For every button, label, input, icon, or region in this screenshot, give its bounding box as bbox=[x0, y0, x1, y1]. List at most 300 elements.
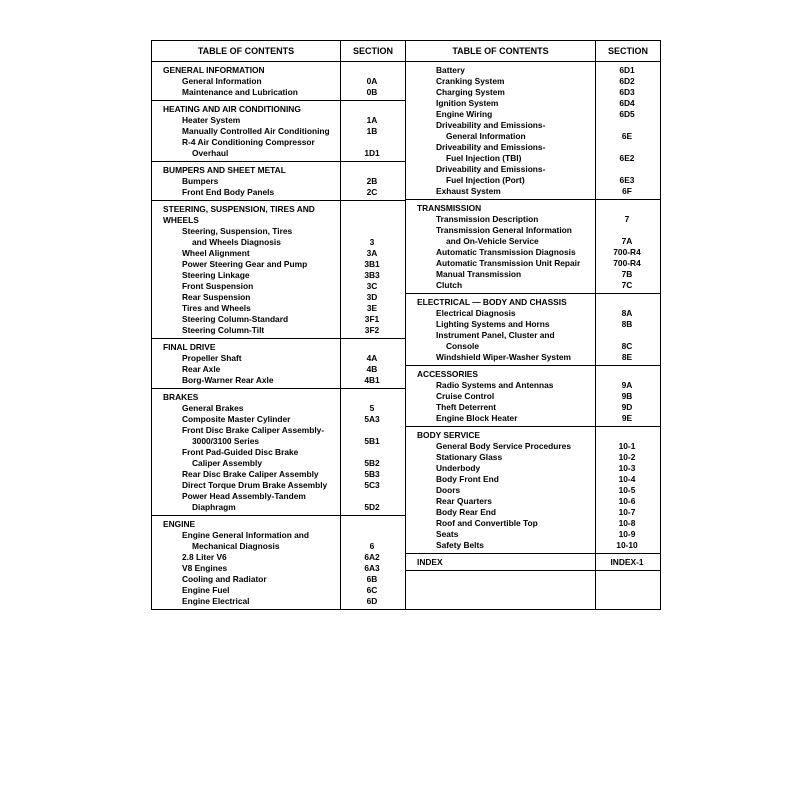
entry-section: 3B1 bbox=[364, 259, 380, 269]
group-title-text: INDEX bbox=[417, 557, 443, 567]
group-entries bbox=[406, 574, 659, 607]
entry-title-line: Steering Linkage bbox=[182, 270, 250, 280]
entry-title-line: Rear Suspension bbox=[182, 292, 251, 302]
entry-section: 6F bbox=[622, 186, 632, 196]
entry-section: 6A2 bbox=[364, 552, 380, 562]
toc-group bbox=[406, 366, 660, 427]
group-title-row bbox=[152, 165, 404, 176]
entry-title bbox=[152, 270, 340, 281]
toc-entry[interactable] bbox=[152, 447, 404, 469]
toc-heading: TABLE OF CONTENTS bbox=[197, 46, 295, 56]
entry-title-line: Borg-Warner Rear Axle bbox=[182, 375, 274, 385]
toc-group bbox=[152, 389, 405, 516]
entry-section: 9E bbox=[621, 413, 633, 423]
entry-title-line: Front Suspension bbox=[182, 281, 254, 291]
entry-title bbox=[152, 480, 340, 491]
entry-section: 7B bbox=[621, 269, 633, 279]
entry-title bbox=[406, 391, 595, 402]
entry-section: 5B3 bbox=[364, 469, 380, 479]
entry-title-line: Manual Transmission bbox=[436, 269, 522, 279]
group-entries bbox=[152, 519, 404, 607]
toc-entry[interactable] bbox=[406, 452, 659, 463]
toc-entry[interactable] bbox=[406, 164, 659, 186]
toc-entry[interactable] bbox=[152, 226, 404, 248]
entry-title-line: Engine Block Heater bbox=[436, 413, 518, 423]
toc-group bbox=[406, 294, 660, 366]
entry-section: 6D2 bbox=[619, 76, 635, 86]
toc-entry[interactable] bbox=[406, 65, 659, 76]
group-entries bbox=[152, 204, 404, 336]
toc-entry[interactable] bbox=[152, 126, 404, 137]
entry-title-line: Ignition System bbox=[436, 98, 499, 108]
entry-title-line: Front Pad-Guided Disc Brake bbox=[182, 447, 299, 457]
entry-title-line: Bumpers bbox=[182, 176, 219, 186]
group-title-text: ELECTRICAL — BODY AND CHASSIS bbox=[417, 297, 567, 307]
toc-entry[interactable] bbox=[406, 120, 659, 142]
entry-section: 8A bbox=[621, 308, 633, 318]
toc-entry[interactable] bbox=[406, 441, 659, 452]
entry-title bbox=[406, 258, 595, 269]
group-title-row bbox=[152, 392, 404, 403]
entry-title-line: Seats bbox=[436, 529, 459, 539]
entry-title bbox=[152, 248, 340, 259]
entry-section: 8E bbox=[621, 352, 633, 362]
entry-title-line: Engine Wiring bbox=[436, 109, 493, 119]
section-heading: SECTION bbox=[340, 41, 405, 61]
entry-title bbox=[152, 76, 340, 87]
entry-title-line: Manually Controlled Air Conditioning bbox=[182, 126, 330, 136]
entry-title bbox=[152, 574, 340, 585]
entry-section: 4B bbox=[366, 364, 378, 374]
entry-section: 7A bbox=[621, 236, 633, 246]
entry-section: 5B2 bbox=[364, 458, 380, 468]
toc-entry[interactable] bbox=[406, 352, 659, 363]
entry-title bbox=[152, 563, 340, 574]
entry-section: 1D1 bbox=[364, 148, 380, 158]
toc-entry[interactable] bbox=[152, 259, 404, 270]
entry-title-line: Mechanical Diagnosis bbox=[192, 541, 280, 551]
toc-group bbox=[406, 62, 660, 200]
toc-entry[interactable] bbox=[406, 76, 659, 87]
entry-section: 3E bbox=[366, 303, 378, 313]
toc-entry[interactable] bbox=[406, 308, 659, 319]
entry-title bbox=[406, 474, 595, 485]
toc-entry[interactable] bbox=[406, 142, 659, 164]
entry-section: 6C bbox=[366, 585, 378, 595]
entry-title bbox=[406, 186, 595, 197]
toc-entry[interactable] bbox=[152, 353, 404, 364]
entry-title-line: Heater System bbox=[182, 115, 241, 125]
entry-title bbox=[406, 463, 595, 474]
group-title bbox=[406, 203, 595, 214]
entry-title-line: Doors bbox=[436, 485, 461, 495]
entry-section: 6D1 bbox=[619, 65, 635, 75]
group-title bbox=[152, 104, 340, 115]
toc-entry[interactable] bbox=[406, 258, 659, 269]
entry-title bbox=[406, 441, 595, 452]
toc-entry[interactable] bbox=[152, 176, 404, 187]
group-entries bbox=[152, 65, 404, 98]
toc-entry[interactable] bbox=[152, 480, 404, 491]
group-title-row bbox=[406, 297, 659, 308]
group-title-row bbox=[152, 204, 404, 226]
entry-section: 2B bbox=[366, 176, 378, 186]
toc-entry[interactable] bbox=[406, 319, 659, 330]
entry-title-line: General Information bbox=[182, 76, 262, 86]
group-entries bbox=[152, 104, 404, 159]
entry-section: 8B bbox=[621, 319, 633, 329]
toc-page bbox=[151, 40, 661, 610]
entry-title-line: and Wheels Diagnosis bbox=[192, 237, 281, 247]
toc-entry[interactable] bbox=[406, 247, 659, 258]
entry-section: 9B bbox=[621, 391, 633, 401]
toc-entry[interactable] bbox=[406, 109, 659, 120]
entry-section: 6B bbox=[366, 574, 378, 584]
entry-title-line: Body Front End bbox=[436, 474, 499, 484]
entry-title-line: Fuel Injection (Port) bbox=[446, 175, 525, 185]
toc-left-column bbox=[152, 41, 406, 609]
entry-title-line: Transmission General Information bbox=[436, 225, 572, 235]
entry-title-line: Automatic Transmission Unit Repair bbox=[436, 258, 581, 268]
entry-title bbox=[406, 330, 595, 352]
group-title-row bbox=[406, 430, 659, 441]
entry-title bbox=[406, 109, 595, 120]
entry-title-line: Engine Electrical bbox=[182, 596, 250, 606]
group-entries bbox=[152, 165, 404, 198]
toc-entry[interactable] bbox=[406, 87, 659, 98]
toc-group bbox=[152, 339, 405, 389]
entry-title-line: General Information bbox=[446, 131, 526, 141]
entry-title-line: Cranking System bbox=[436, 76, 505, 86]
section-heading: SECTION bbox=[595, 41, 660, 61]
entry-section: 7 bbox=[624, 214, 630, 224]
toc-entry[interactable] bbox=[152, 403, 404, 414]
entry-title-line: and On-Vehicle Service bbox=[446, 236, 539, 246]
entry-title bbox=[152, 469, 340, 480]
toc-entry[interactable] bbox=[152, 292, 404, 303]
entry-title bbox=[152, 314, 340, 325]
toc-entry[interactable] bbox=[152, 414, 404, 425]
group-title bbox=[406, 369, 595, 380]
toc-entry[interactable] bbox=[406, 186, 659, 197]
entry-title bbox=[406, 402, 595, 413]
toc-entry[interactable] bbox=[406, 330, 659, 352]
entry-title-line: Steering, Suspension, Tires bbox=[182, 226, 293, 236]
entry-section: 10-1 bbox=[618, 441, 636, 451]
toc-entry[interactable] bbox=[152, 364, 404, 375]
toc-entry[interactable] bbox=[152, 585, 404, 596]
group-title-section: INDEX-1 bbox=[610, 557, 644, 567]
group-title-row bbox=[406, 369, 659, 380]
entry-section: 10-8 bbox=[618, 518, 636, 528]
entry-title bbox=[152, 552, 340, 563]
toc-entry[interactable] bbox=[406, 485, 659, 496]
group-title-text: BUMPERS AND SHEET METAL bbox=[163, 165, 286, 175]
entry-section: 3D bbox=[366, 292, 378, 302]
toc-entry[interactable] bbox=[152, 76, 404, 87]
toc-entry[interactable] bbox=[406, 507, 659, 518]
entry-title-line: Power Head Assembly-Tandem bbox=[182, 491, 306, 501]
right-column-header bbox=[406, 41, 660, 62]
entry-title-line: Front Disc Brake Caliper Assembly- bbox=[182, 425, 325, 435]
group-title-row bbox=[152, 65, 404, 76]
entry-section: 5D2 bbox=[364, 502, 380, 512]
group-title bbox=[152, 392, 340, 403]
entry-title-line: Engine Fuel bbox=[182, 585, 230, 595]
entry-title-line: Electrical Diagnosis bbox=[436, 308, 516, 318]
group-title-text: ACCESSORIES bbox=[417, 369, 478, 379]
entry-title bbox=[406, 225, 595, 247]
toc-entry[interactable] bbox=[152, 115, 404, 126]
group-entries bbox=[406, 430, 659, 551]
group-title bbox=[152, 342, 340, 353]
group-title-row bbox=[406, 557, 659, 568]
entry-title bbox=[152, 187, 340, 198]
entry-title bbox=[152, 375, 340, 386]
entry-section: 6 bbox=[369, 541, 375, 551]
entry-section: 10-4 bbox=[618, 474, 636, 484]
entry-title-line: General Brakes bbox=[182, 403, 244, 413]
entry-title bbox=[152, 115, 340, 126]
entry-title bbox=[152, 585, 340, 596]
entry-section: 8C bbox=[621, 341, 633, 351]
entry-title-line: Driveability and Emissions- bbox=[436, 120, 546, 130]
entry-title-line: Rear Axle bbox=[182, 364, 221, 374]
entry-title-line: Cruise Control bbox=[436, 391, 495, 401]
entry-title-line: Steering Column-Standard bbox=[182, 314, 289, 324]
entry-title bbox=[152, 292, 340, 303]
group-entries bbox=[152, 392, 404, 513]
entry-section: 9A bbox=[621, 380, 633, 390]
entry-title bbox=[152, 137, 340, 159]
entry-title bbox=[406, 352, 595, 363]
entry-title bbox=[406, 247, 595, 258]
entry-title bbox=[152, 176, 340, 187]
toc-entry[interactable] bbox=[152, 530, 404, 552]
entry-title-line: Exhaust System bbox=[436, 186, 501, 196]
entry-title-line: Underbody bbox=[436, 463, 481, 473]
entry-section: 6D4 bbox=[619, 98, 635, 108]
entry-title bbox=[406, 269, 595, 280]
entry-title-line: Composite Master Cylinder bbox=[182, 414, 291, 424]
toc-entry[interactable] bbox=[152, 469, 404, 480]
group-entries bbox=[152, 342, 404, 386]
entry-title bbox=[152, 425, 340, 447]
entry-title-line: Charging System bbox=[436, 87, 505, 97]
entry-section: 3B3 bbox=[364, 270, 380, 280]
toc-entry[interactable] bbox=[406, 474, 659, 485]
entry-section: 700-R4 bbox=[613, 247, 641, 257]
entry-section: 3C bbox=[366, 281, 378, 291]
group-title-row bbox=[406, 203, 659, 214]
group-title bbox=[406, 557, 595, 568]
right-groups bbox=[406, 62, 660, 609]
group-title-text: TRANSMISSION bbox=[417, 203, 482, 213]
entry-title-line: Rear Disc Brake Caliper Assembly bbox=[182, 469, 319, 479]
entry-section: 0A bbox=[366, 76, 378, 86]
toc-entry[interactable] bbox=[406, 529, 659, 540]
entry-title bbox=[406, 164, 595, 186]
entry-section: 6D3 bbox=[619, 87, 635, 97]
entry-section: 3 bbox=[369, 237, 375, 247]
entry-section: 2C bbox=[366, 187, 378, 197]
toc-group bbox=[406, 571, 660, 609]
entry-section: 10-5 bbox=[618, 485, 636, 495]
entry-title bbox=[152, 447, 340, 469]
entry-title bbox=[406, 413, 595, 424]
group-title-text: BRAKES bbox=[163, 392, 199, 402]
entry-title-line: Console bbox=[446, 341, 480, 351]
entry-section: 3F2 bbox=[364, 325, 380, 335]
entry-section: 6A3 bbox=[364, 563, 380, 573]
toc-entry[interactable] bbox=[152, 425, 404, 447]
entry-title bbox=[152, 596, 340, 607]
entry-title bbox=[406, 452, 595, 463]
group-entries bbox=[406, 65, 659, 197]
toc-entry[interactable] bbox=[152, 137, 404, 159]
toc-heading: TABLE OF CONTENTS bbox=[452, 46, 549, 56]
group-entries bbox=[406, 297, 659, 363]
toc-group bbox=[406, 427, 660, 554]
entry-section: 5 bbox=[369, 403, 375, 413]
toc-entry[interactable] bbox=[152, 491, 404, 513]
entry-title-line: Transmission Description bbox=[436, 214, 539, 224]
toc-entry[interactable] bbox=[406, 225, 659, 247]
toc-entry[interactable] bbox=[152, 270, 404, 281]
toc-entry[interactable] bbox=[406, 214, 659, 225]
toc-entry[interactable] bbox=[406, 98, 659, 109]
entry-title-line: Diaphragm bbox=[192, 502, 236, 512]
toc-group bbox=[152, 162, 405, 201]
entry-section: 1A bbox=[366, 115, 378, 125]
toc-entry[interactable] bbox=[152, 325, 404, 336]
entry-section: 6E bbox=[621, 131, 633, 141]
entry-section: 6E3 bbox=[619, 175, 635, 185]
entry-title bbox=[406, 87, 595, 98]
entry-title bbox=[406, 65, 595, 76]
entry-section: 6D5 bbox=[619, 109, 635, 119]
entry-title bbox=[152, 303, 340, 314]
toc-right-column bbox=[406, 41, 660, 609]
entry-title-line: Fuel Injection (TBI) bbox=[446, 153, 522, 163]
entry-section: 10-2 bbox=[618, 452, 636, 462]
toc-entry[interactable] bbox=[406, 496, 659, 507]
entry-title bbox=[152, 126, 340, 137]
entry-title bbox=[406, 120, 595, 142]
entry-section: 10-6 bbox=[618, 496, 636, 506]
group-title bbox=[152, 165, 340, 176]
group-entries bbox=[406, 369, 659, 424]
toc-entry[interactable] bbox=[152, 552, 404, 563]
group-title-text-line2: WHEELS bbox=[163, 215, 199, 225]
entry-section: 10-3 bbox=[618, 463, 636, 473]
entry-section: 9D bbox=[621, 402, 633, 412]
entry-title bbox=[152, 491, 340, 513]
entry-title bbox=[152, 325, 340, 336]
entry-title-line: Rear Quarters bbox=[436, 496, 492, 506]
toc-entry[interactable] bbox=[152, 187, 404, 198]
toc-entry[interactable] bbox=[152, 87, 404, 98]
group-title-text: ENGINE bbox=[163, 519, 196, 529]
entry-section: 6D bbox=[366, 596, 378, 606]
toc-entry[interactable] bbox=[152, 574, 404, 585]
entry-section: 6E2 bbox=[619, 153, 635, 163]
entry-title bbox=[406, 518, 595, 529]
entry-title bbox=[406, 319, 595, 330]
entry-title bbox=[152, 353, 340, 364]
entry-title bbox=[152, 87, 340, 98]
entry-section: 700-R4 bbox=[613, 258, 641, 268]
entry-title-line: Propeller Shaft bbox=[182, 353, 242, 363]
entry-title-line: Windshield Wiper-Washer System bbox=[436, 352, 571, 362]
entry-section: 10-7 bbox=[618, 507, 636, 517]
toc-entry[interactable] bbox=[406, 402, 659, 413]
group-title-row bbox=[152, 342, 404, 353]
toc-group bbox=[152, 201, 405, 339]
toc-entry[interactable] bbox=[152, 596, 404, 607]
entry-title-line: Instrument Panel, Cluster and bbox=[436, 330, 555, 340]
group-title-text: BODY SERVICE bbox=[417, 430, 480, 440]
entry-title bbox=[406, 507, 595, 518]
entry-section: 1B bbox=[366, 126, 378, 136]
entry-title-line: Clutch bbox=[436, 280, 463, 290]
toc-entry[interactable] bbox=[152, 248, 404, 259]
entry-title bbox=[406, 529, 595, 540]
entry-title-line: Overhaul bbox=[192, 148, 229, 158]
toc-entry[interactable] bbox=[152, 281, 404, 292]
entry-title-line: Caliper Assembly bbox=[192, 458, 262, 468]
entry-section: 4B1 bbox=[364, 375, 380, 385]
group-title-text: FINAL DRIVE bbox=[163, 342, 216, 352]
entry-title-line: 3000/3100 Series bbox=[192, 436, 260, 446]
toc-entry[interactable] bbox=[406, 280, 659, 291]
toc-entry[interactable] bbox=[406, 380, 659, 391]
toc-entry[interactable] bbox=[406, 391, 659, 402]
group-title-text: GENERAL INFORMATION bbox=[163, 65, 265, 75]
entry-title-line: Automatic Transmission Diagnosis bbox=[436, 247, 576, 257]
entry-section: 10-9 bbox=[618, 529, 636, 539]
entry-title bbox=[406, 496, 595, 507]
toc-entry[interactable] bbox=[406, 540, 659, 551]
toc-entry[interactable] bbox=[152, 314, 404, 325]
entry-title-line: Radio Systems and Antennas bbox=[436, 380, 554, 390]
group-title-row bbox=[152, 104, 404, 115]
toc-group bbox=[152, 516, 405, 609]
entry-title bbox=[406, 76, 595, 87]
toc-entry[interactable] bbox=[406, 518, 659, 529]
entry-title bbox=[406, 308, 595, 319]
entry-title bbox=[152, 414, 340, 425]
toc-group bbox=[152, 62, 405, 101]
entry-section: 10-10 bbox=[616, 540, 638, 550]
entry-title bbox=[152, 364, 340, 375]
entry-section: 5A3 bbox=[364, 414, 380, 424]
toc-group bbox=[406, 200, 660, 294]
toc-entry[interactable] bbox=[152, 375, 404, 386]
toc-group bbox=[406, 554, 660, 571]
toc-entry[interactable] bbox=[152, 563, 404, 574]
entry-title-line: Theft Deterrent bbox=[436, 402, 497, 412]
group-title-text: STEERING, SUSPENSION, TIRES AND bbox=[163, 204, 315, 214]
entry-title-line: Stationary Glass bbox=[436, 452, 503, 462]
toc-entry[interactable] bbox=[406, 269, 659, 280]
toc-entry[interactable] bbox=[406, 463, 659, 474]
toc-entry[interactable] bbox=[152, 303, 404, 314]
entry-title-line: Wheel Alignment bbox=[182, 248, 250, 258]
entry-title bbox=[406, 380, 595, 391]
entry-title bbox=[152, 259, 340, 270]
toc-entry[interactable] bbox=[406, 413, 659, 424]
